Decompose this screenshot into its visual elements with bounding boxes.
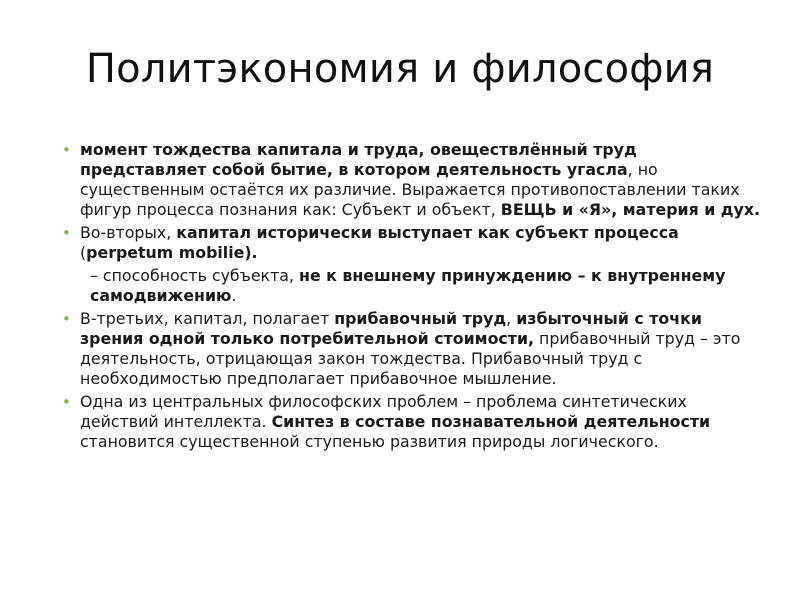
- text-segment: (: [80, 243, 87, 262]
- bullet-icon: •: [62, 141, 71, 159]
- text-segment: капитал исторически выступает как субъект процесса: [176, 223, 679, 242]
- text-segment: Во-вторых,: [80, 223, 177, 242]
- page-title: Политэкономия и философия: [85, 46, 715, 92]
- text-segment: perpetum mobilie).: [86, 243, 258, 262]
- text-segment: В-третьих, капитал, полагает: [80, 309, 335, 328]
- text-segment: ,: [506, 309, 517, 328]
- text-segment: прибавочный труд – это деятельность, отрицающая закон тождества. Прибавочный труд с необходимостью предполагает прибавочное мышление.: [80, 329, 741, 388]
- text-segment: .: [231, 286, 237, 305]
- bullet-icon: •: [62, 393, 71, 411]
- content-list: [62, 140, 762, 455]
- list-item: [62, 140, 762, 220]
- list-item: [62, 392, 762, 452]
- text-segment: ВЕЩЬ и «Я», материя и дух.: [500, 200, 761, 219]
- list-item: [62, 223, 762, 263]
- text-segment: момент тождества капитала и труда, овеществлённый труд представляет собой бытие, в котором деятельность угасла: [80, 140, 637, 179]
- text-segment: Синтез в составе познавательной деятельности: [271, 412, 711, 431]
- list-item: [62, 309, 762, 389]
- text-segment: становится существенной ступенью развития природы логического.: [80, 432, 659, 451]
- bullet-icon: •: [62, 224, 71, 242]
- text-segment: Одна из центральных философских проблем – проблема синтетических действий интеллекта.: [80, 392, 687, 431]
- text-segment: не к внешнему принуждению – к внутреннему самодвижению: [90, 266, 726, 305]
- text-segment: – способность субъекта,: [90, 266, 300, 285]
- text-segment: избыточный с точки зрения одной только потребительной стоимости,: [80, 309, 702, 348]
- text-segment: прибавочный труд: [334, 309, 507, 328]
- text-segment: , но существенным остаётся их различие. Выражается противопоставлении таких фигур процесса познания как: Субъект и объект,: [80, 160, 740, 219]
- list-item: [62, 266, 762, 306]
- bullet-icon: •: [62, 310, 71, 328]
